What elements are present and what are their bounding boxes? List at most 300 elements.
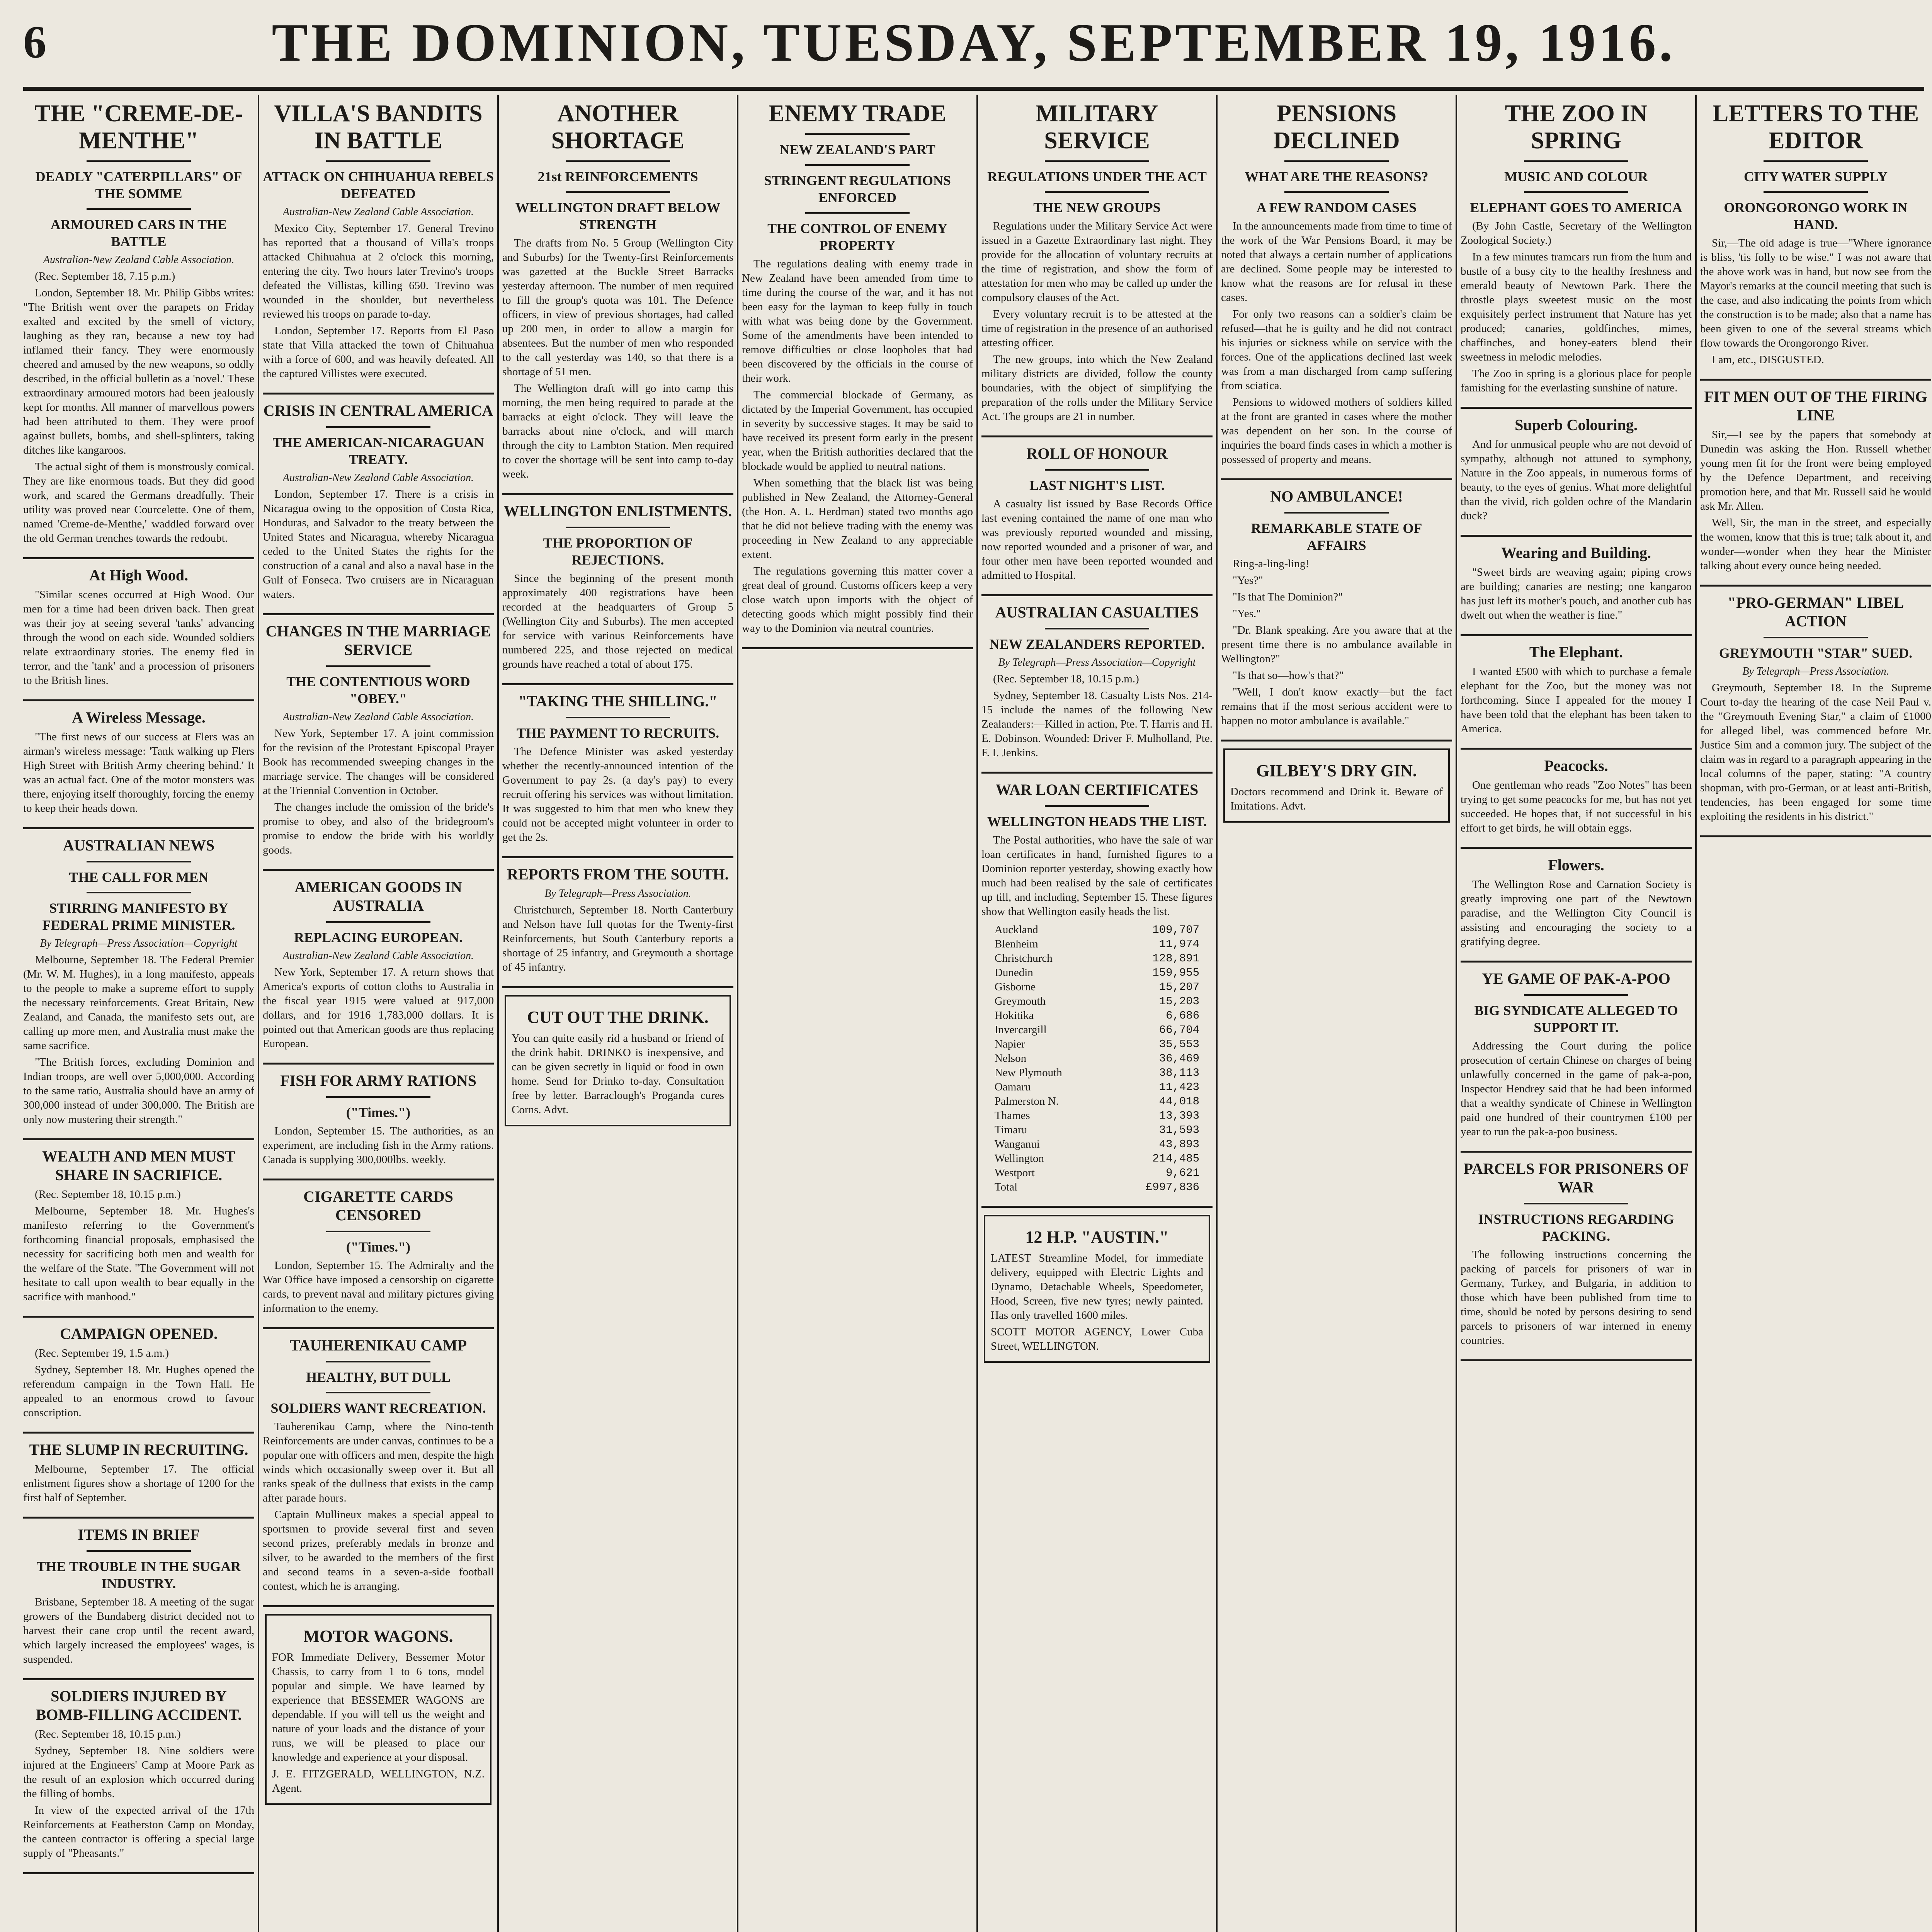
- article-paragraph: A casualty list issued by Base Records Office last evening contained the name of one man who was previously reported wounded and missing, now reported wounded and a prisoner of war, and four other men have been reported wounded and admitted to Hospital.: [981, 498, 1213, 582]
- article-divider: [1221, 740, 1452, 742]
- article-paragraph: Sydney, September 18. Mr. Hughes opened the referendum campaign in the Town Hall. He appealed to an enormous crowd to favour conscription.: [23, 1364, 254, 1419]
- table-cell-place: Blenheim: [994, 938, 1038, 950]
- article-paragraph: (Rec. September 18, 7.15 p.m.): [35, 270, 175, 282]
- article-paragraph: The new groups, into which the New Zealand military districts are divided, follow the county boundaries, with the object of simplifying the preparation of the rolls under the Military Service Act. The groups are 21 in number.: [981, 353, 1213, 423]
- article: [263, 401, 494, 602]
- article-headline: WAR LOAN CERTIFICATES: [995, 781, 1199, 798]
- newspaper-title: THE DOMINION, TUESDAY, SEPTEMBER 19, 1916.: [272, 13, 1676, 73]
- article-paragraph: London, September 17. Reports from El Paso state that Villa attacked the town of Chihuahua with a force of 600, and was heavily defeated. All the captured Villistes were executed.: [263, 325, 494, 380]
- article-paragraph: New York, September 17. A return shows that America's exports of cotton cloths to Australia in the fiscal year 1915 were valued at 917,000 dollars, and for 1916 1,783,000 dollars. It is pointed out that American goods are thus replacing European.: [263, 966, 494, 1050]
- article: [263, 1071, 494, 1167]
- article-divider: [981, 1206, 1213, 1208]
- article-paragraph: I am, etc., DISGUSTED.: [1712, 354, 1824, 366]
- article-headline: Flowers.: [1548, 856, 1604, 874]
- article-headline: "TAKING THE SHILLING.": [518, 692, 718, 710]
- article-headline: ANOTHER SHORTAGE: [551, 100, 685, 154]
- article-divider: [742, 647, 973, 649]
- table-row: [993, 1094, 1201, 1109]
- article-paragraph: Mexico City, September 17. General Trevino has reported that a thousand of Villa's troops attacked Chihuahua at 2 o'clock this morning, entering the city. Two hours later Trevino's troops defeated the Villistas, killing 650. Trevino was wounded in the shoulder, but nevertheless reviewed his troops on parade to-day.: [263, 222, 494, 320]
- article-subheadline: THE CONTROL OF ENEMY PROPERTY: [767, 221, 947, 253]
- column-7: [1461, 95, 1692, 1932]
- table-row: [993, 1023, 1201, 1037]
- article: [23, 1440, 254, 1505]
- rule: [87, 1550, 190, 1552]
- article-subheadline: THE PAYMENT TO RECRUITS.: [516, 725, 719, 741]
- article: [981, 444, 1213, 583]
- table-cell-amount: 13,393: [1159, 1109, 1200, 1122]
- table-row: [993, 1037, 1201, 1051]
- rule: [805, 212, 909, 214]
- column-rule: [737, 95, 738, 1932]
- rule: [566, 191, 670, 193]
- table-row: [993, 951, 1201, 966]
- table-cell-place: Invercargill: [994, 1024, 1047, 1036]
- article-headline: WELLINGTON ENLISTMENTS.: [503, 502, 732, 520]
- rule: [326, 160, 430, 162]
- article-paragraph: "Similar scenes occurred at High Wood. Our men for a time had been driven back. Then great was their joy at seeing several 'tanks' advancing through the wood on each side. Wounded soldiers relate extraordinary stories. The enemy fled in terror, and the 'tank' and a procession of prisoners to the British lines.: [23, 588, 254, 687]
- rule: [326, 1231, 430, 1232]
- article-subheadline: DEADLY "CATERPILLARS" OF THE SOMME: [35, 169, 242, 201]
- article-divider: [263, 1063, 494, 1065]
- table-cell-place: Hokitika: [994, 1009, 1034, 1022]
- article-subheadline: THE NEW GROUPS: [1033, 200, 1161, 215]
- table-row: [993, 1009, 1201, 1023]
- article-divider: [23, 1678, 254, 1680]
- article-divider: [1461, 535, 1692, 537]
- ad-headline: GILBEY'S DRY GIN.: [1256, 761, 1417, 780]
- article-credit: Australian-New Zealand Cable Association.: [282, 472, 474, 484]
- table-row: [993, 1123, 1201, 1137]
- table-row: [993, 966, 1201, 980]
- article-subheadline: ("Times."): [346, 1239, 411, 1255]
- article-subheadline: A FEW RANDOM CASES: [1256, 200, 1417, 215]
- article-divider: [23, 1138, 254, 1140]
- table-cell-place: Auckland: [994, 923, 1038, 936]
- article-paragraph: Doctors recommend and Drink it. Beware of Imitations. Advt.: [1230, 786, 1443, 812]
- table-cell-place: Napier: [994, 1038, 1025, 1050]
- article: [263, 100, 494, 381]
- article-headline: Peacocks.: [1544, 757, 1608, 774]
- article-paragraph: The drafts from No. 5 Group (Wellington City and Suburbs) for the Twenty-first Reinforcements was gazetted at the Buckle Street Barracks yesterday afternoon. The number of men required to fill the group's quota was 101. The Defence officers, in view of previous shortages, had called up 200 men, in order to allow a margin for absentees. But the number of men who responded to the call yesterday was 140, so that there is a shortage of 51 men.: [502, 237, 733, 378]
- table-cell-place: Gisborne: [994, 981, 1036, 993]
- column-2: [263, 95, 494, 1932]
- article-headline: FIT MEN OUT OF THE FIRING LINE: [1704, 388, 1927, 424]
- table-cell-amount: 11,974: [1159, 938, 1200, 951]
- article: [263, 1187, 494, 1316]
- article-paragraph: The Defence Minister was asked yesterday whether the recently-announced intention of the Government to pay 2s. (a day's pay) to every recruit offering his services was without limitation. It was suggested to him that men who knew they could not be accepted might volunteer in order to get the 2s.: [502, 745, 733, 844]
- rule: [1524, 1203, 1628, 1204]
- article-headline: FISH FOR ARMY RATIONS: [280, 1072, 476, 1089]
- article: [502, 692, 733, 845]
- rule: [326, 921, 430, 923]
- article: [263, 1336, 494, 1594]
- table-row: [993, 1166, 1201, 1180]
- article-paragraph: The Wellington Rose and Carnation Society is greatly improving one part of the Newtown paradise, and the Wellington City Council is assisting and encouraging the society to a gratifying degree.: [1461, 878, 1692, 948]
- table-cell-place: Wanganui: [994, 1138, 1040, 1150]
- table-cell-place: Westport: [994, 1167, 1035, 1179]
- article-subheadline: WELLINGTON DRAFT BELOW STRENGTH: [515, 200, 721, 232]
- column-6: [1221, 95, 1452, 1932]
- article: [1461, 1160, 1692, 1348]
- article-paragraph: When something that the black list was being published in New Zealand, the Attorney-General (the Hon. A. L. Herdman) stated two months ago that he did not believe trading with the enemy was proceeding in New Zealand to any appreciable extent.: [742, 477, 973, 561]
- rule: [1764, 637, 1867, 638]
- article-headline: "PRO-GERMAN" LIBEL ACTION: [1727, 594, 1904, 630]
- table-cell-place: Oamaru: [994, 1081, 1031, 1093]
- article: [981, 781, 1213, 1194]
- article-headline: THE SLUMP IN RECRUITING.: [29, 1441, 248, 1458]
- article-divider: [981, 435, 1213, 437]
- column-rule: [1216, 95, 1218, 1932]
- article-paragraph: "Sweet birds are weaving again; piping crows are building; canaries are nesting; one kangaroo has just left its mother's pouch, and another cub has dwelt out when the weather is fine.": [1461, 566, 1692, 621]
- article-headline: AUSTRALIAN NEWS: [63, 837, 215, 854]
- ad-headline: MOTOR WAGONS.: [303, 1627, 453, 1646]
- article-credit: By Telegraph—Press Association.: [1742, 665, 1889, 677]
- article-headline: ITEMS IN BRIEF: [78, 1526, 200, 1543]
- article-divider: [1461, 1359, 1692, 1361]
- totals-table: [993, 923, 1201, 1194]
- rule: [566, 717, 670, 718]
- column-1: [23, 95, 254, 1932]
- article-divider: [263, 1605, 494, 1607]
- article: [1461, 969, 1692, 1139]
- article-paragraph: "The first news of our success at Flers was an airman's wireless message: 'Tank walking up Flers High Street with British Army cheering behind.' It was an actual fact. One of the motor monsters was there, enjoying itself thoroughly, forcing the enemy to keep their heads down.: [23, 731, 254, 815]
- rule: [1045, 469, 1149, 471]
- article-divider: [981, 772, 1213, 774]
- article-paragraph: Greymouth, September 18. In the Supreme Court to-day the hearing of the case Neil Paul v. the "Greymouth Evening Star," a claim of £1000 for alleged libel, was commenced before Mr. Justice Sim and a common jury. The subject of the claim was in regard to a paragraph appearing in the local columns of the paper, stating: "A country shopman, with pro-German, or at least anti-British, tendencies, has been engaged for some time exploiting the residents in his district.": [1700, 682, 1931, 823]
- article-paragraph: Melbourne, September 17. The official enlistment figures show a shortage of 1200 for the first half of September.: [23, 1463, 254, 1504]
- article-divider: [1700, 835, 1931, 837]
- rule: [87, 208, 190, 210]
- article-subheadline: THE CALL FOR MEN: [69, 869, 209, 885]
- rule: [805, 133, 909, 135]
- article-headline: REPORTS FROM THE SOUTH.: [507, 866, 729, 883]
- article-paragraph: London, September 17. There is a crisis in Nicaragua owing to the opposition of Costa Rica, Honduras, and Salvador to the treaty between the United States and Nicaragua, whereby Nicaragua ceded to the United States the rights for the construction of a canal and also a naval base in the Gulf of Fonseca. Two cruisers are in Nicaraguan waters.: [263, 488, 494, 600]
- article: [263, 878, 494, 1051]
- article-paragraph: The Zoo in spring is a glorious place for people famishing for the everlasting sunshine of nature.: [1461, 367, 1692, 394]
- rule: [1284, 191, 1388, 193]
- table-cell-amount: 36,469: [1159, 1052, 1200, 1065]
- article-headline: AUSTRALIAN CASUALTIES: [995, 604, 1199, 621]
- article-subheadline: NEW ZEALANDERS REPORTED.: [989, 636, 1205, 652]
- article-credit: By Telegraph—Press Association—Copyright: [40, 937, 238, 949]
- article-divider: [23, 1872, 254, 1874]
- article-subheadline: SOLDIERS WANT RECREATION.: [270, 1400, 486, 1416]
- article-paragraph: "Yes?": [1233, 574, 1263, 587]
- article-paragraph: "Dr. Blank speaking. Are you aware that at the present time there is no ambulance available in Wellington?": [1221, 624, 1452, 665]
- article-subheadline: REGULATIONS UNDER THE ACT: [987, 169, 1207, 184]
- table-row: [993, 1151, 1201, 1166]
- rule: [87, 892, 190, 893]
- article-paragraph: For only two reasons can a soldier's claim be refused—that he is guilty and he did not contract his injuries or sickness while on service with the forces. One of the applications declined last week was from a man discharged from camp suffering from sciatica.: [1221, 308, 1452, 392]
- article-paragraph: "Yes.": [1233, 607, 1261, 620]
- article-headline: TAUHERENIKAU CAMP: [289, 1337, 467, 1354]
- rule: [1764, 160, 1867, 162]
- article-headline: A Wireless Message.: [72, 709, 206, 726]
- article: [502, 865, 733, 975]
- article-paragraph: Pensions to widowed mothers of soldiers killed at the front are granted in cases where the mother was dependent on her son. In the course of inquiries the board finds cases in which a mother is possessed of property and means.: [1221, 396, 1452, 466]
- article-divider: [263, 1179, 494, 1180]
- article-subheadline: THE TROUBLE IN THE SUGAR INDUSTRY.: [36, 1559, 241, 1591]
- article: [1700, 594, 1931, 824]
- column-rule: [1456, 95, 1457, 1932]
- advertisement: [1223, 748, 1450, 823]
- table-cell-amount: 128,891: [1152, 952, 1200, 965]
- rule: [1524, 191, 1628, 193]
- article-divider: [263, 613, 494, 615]
- article-subheadline: GREYMOUTH "STAR" SUED.: [1719, 645, 1913, 661]
- table-row: [993, 1180, 1201, 1194]
- article: [502, 100, 733, 481]
- article: [1700, 388, 1931, 573]
- article-subheadline: THE CONTENTIOUS WORD "OBEY.": [286, 674, 470, 706]
- article-divider: [502, 986, 733, 988]
- article-divider: [1461, 961, 1692, 963]
- column-5: [981, 95, 1213, 1932]
- article-subheadline: HEALTHY, BUT DULL: [306, 1369, 451, 1385]
- article-divider: [502, 493, 733, 495]
- column-4: [742, 95, 973, 1932]
- table-cell-amount: 43,893: [1159, 1138, 1200, 1151]
- article-divider: [23, 1316, 254, 1318]
- rule: [87, 160, 190, 162]
- article-paragraph: Tauherenikau Camp, where the Nino-tenth Reinforcements are under canvas, continues to be a popular one with officers and men, despite the high winds which occasionally sweep over it. But all ranks speak of the dullness that exists in the camp after parade hours.: [263, 1420, 494, 1504]
- article-divider: [1461, 1151, 1692, 1153]
- table-row: [993, 1051, 1201, 1066]
- table-cell-place: Palmerston N.: [994, 1095, 1059, 1107]
- table-row: [993, 1137, 1201, 1151]
- article-headline: THE "CREME-DE-MENTHE": [34, 100, 243, 154]
- advertisement: [984, 1215, 1210, 1363]
- article: [1221, 100, 1452, 467]
- article-divider: [1461, 634, 1692, 636]
- rule: [87, 861, 190, 862]
- rule: [1284, 512, 1388, 514]
- table-row: [993, 994, 1201, 1009]
- article-paragraph: Regulations under the Military Service Act were issued in a Gazette Extraordinary last night. They provide for the allocation of voluntary recruits at the time of registration, and show the form of attestation for men who may be called up under the compulsory clauses of the Act.: [981, 220, 1213, 304]
- page-number: 6: [23, 16, 46, 68]
- rule: [1045, 160, 1149, 162]
- article-credit: Australian-New Zealand Cable Association.: [43, 254, 235, 266]
- article-paragraph: In the announcements made from time to time of the work of the War Pensions Board, it may be noted that always a certain number of applications are declined. Some people may be interested to know what the reasons are for refusal in these cases.: [1221, 220, 1452, 304]
- article: [23, 1687, 254, 1861]
- rule: [326, 1096, 430, 1098]
- article-subheadline: INSTRUCTIONS REGARDING PACKING.: [1478, 1211, 1674, 1244]
- table-cell-place: Christchurch: [994, 952, 1053, 964]
- article-subheadline: BIG SYNDICATE ALLEGED TO SUPPORT IT.: [1474, 1003, 1678, 1035]
- article-subheadline: MUSIC AND COLOUR: [1504, 169, 1648, 184]
- ad-headline: 12 H.P. "AUSTIN.": [1025, 1228, 1169, 1247]
- article-divider: [23, 827, 254, 829]
- article: [1461, 856, 1692, 949]
- article-headline: LETTERS TO THE EDITOR: [1712, 100, 1919, 154]
- article-paragraph: SCOTT MOTOR AGENCY, Lower Cuba Street, WELLINGTON.: [991, 1326, 1203, 1352]
- article-paragraph: Captain Mullineux makes a special appeal to sportsmen to provide several first and seven second prizes, preferably medals in bronze and silver, to be awarded to the members of the first and second teams in a seven-a-side football contest, which he is arranging.: [263, 1509, 494, 1592]
- column-rule: [497, 95, 499, 1932]
- rule: [805, 164, 909, 166]
- rule: [1524, 994, 1628, 996]
- article-paragraph: "The British forces, excluding Dominion and Indian troops, are well over 5,000,000. According to the same ratio, Australia should have an army of 300,000 instead of under 300,000. The British are only now mustering their strength.": [23, 1056, 254, 1126]
- article-divider: [502, 856, 733, 858]
- table-cell-amount: 11,423: [1159, 1081, 1200, 1094]
- masthead-rule: [23, 87, 1924, 91]
- article-subheadline: 21st REINFORCEMENTS: [537, 169, 698, 184]
- column-rule: [258, 95, 259, 1932]
- article-paragraph: Melbourne, September 18. Mr. Hughes's manifesto referring to the Government's forthcoming financial proposals, emphasised the necessity for sacrificing both men and wealth for the welfare of the State. "The Government will not hesitate to call upon wealth to bear equally in the sacrifice with manhood.": [23, 1205, 254, 1303]
- article-headline: ROLL OF HONOUR: [1026, 445, 1168, 462]
- rule: [566, 527, 670, 528]
- article: [1461, 757, 1692, 835]
- article-paragraph: The regulations dealing with enemy trade in New Zealand have been amended from time to time during the course of the war, and it has not been easy for the layman to keep fully in touch with what was being done by the Government. Some of the amendments have been intended to remove difficulties or close loopholes that had been discovered by the officials in the course of their work.: [742, 258, 973, 384]
- ad-headline: CUT OUT THE DRINK.: [527, 1008, 709, 1027]
- article-paragraph: "Well, I don't know exactly—but the fact remains that if the most serious accident were to happen no motor ambulance is available.": [1221, 686, 1452, 727]
- article-paragraph: In view of the expected arrival of the 17th Reinforcements at Featherston Camp on Monday, the canteen contractor is offering a special large supply of "Pheasants.": [23, 1804, 254, 1859]
- masthead: [23, 8, 1924, 87]
- table-cell-place: New Plymouth: [994, 1066, 1062, 1079]
- article-headline: YE GAME OF PAK-A-POO: [1482, 970, 1670, 987]
- article-headline: At High Wood.: [89, 566, 188, 584]
- article-headline: CRISIS IN CENTRAL AMERICA: [263, 402, 493, 419]
- article-subheadline: WELLINGTON HEADS THE LIST.: [987, 814, 1207, 829]
- article: [1461, 416, 1692, 523]
- article: [1700, 100, 1931, 367]
- article-headline: NO AMBULANCE!: [1270, 488, 1403, 505]
- table-cell-place: Total: [994, 1181, 1018, 1193]
- article-headline: PARCELS FOR PRISONERS OF WAR: [1463, 1160, 1689, 1196]
- article-paragraph: London, September 18. Mr. Philip Gibbs writes: "The British went over the parapets on Friday exalted and excited by the smell of victory, laughing as they ran, because a new toy had inflamed their fancy. They were enormously cheered and amused by the new weapons, so oddly described, in the official bulletin as a 'novel.' These extraordinary armoured motors had been jealously kept for months. All manner of marvellous powers had been attributed to them. They were proof against bullets, bombs, and shell-splinters, taking ditches like kangaroos.: [23, 287, 254, 456]
- article: [23, 566, 254, 688]
- table-cell-amount: 15,203: [1159, 995, 1200, 1008]
- article-divider: [263, 1327, 494, 1329]
- rule: [326, 426, 430, 428]
- article-subheadline: STIRRING MANIFESTO BY FEDERAL PRIME MINISTER.: [42, 900, 235, 933]
- table-cell-place: Greymouth: [994, 995, 1046, 1007]
- article-divider: [23, 557, 254, 559]
- article-divider: [981, 594, 1213, 596]
- article-paragraph: FOR Immediate Delivery, Bessemer Motor Chassis, to carry from 1 to 6 tons, model popular and simple. We have learned by experience that BESSEMER WAGONS are dependable. If you will tell us the weight and nature of your loads and the distance of your runs, we will be pleased to place our knowledge and experience at your disposal.: [272, 1651, 485, 1764]
- article-paragraph: Sir,—I see by the papers that somebody at Dunedin was asking the Hon. Russell whether young men fit for the front were being employed by the Defence Department, and receiving promotion here, and that Mr. Russell said he would ask Mr. Allen.: [1700, 429, 1931, 512]
- rule: [1045, 628, 1149, 629]
- article-subheadline: NEW ZEALAND'S PART: [779, 142, 935, 157]
- advertisement: [265, 1614, 492, 1805]
- article: [1221, 487, 1452, 728]
- article-paragraph: The regulations governing this matter cover a great deal of ground. Customs officers keep a very close watch upon imports with the object of detecting goods which might possibly find their way to the Dominion via neutral countries.: [742, 565, 973, 634]
- article: [23, 708, 254, 816]
- article-subheadline: ORONGORONGO WORK IN HAND.: [1724, 200, 1908, 232]
- table-row: [993, 1080, 1201, 1094]
- article-headline: AMERICAN GOODS IN AUSTRALIA: [294, 878, 462, 914]
- article-subheadline: REPLACING EUROPEAN.: [294, 930, 463, 945]
- article-headline: Superb Colouring.: [1515, 416, 1638, 434]
- article: [1461, 100, 1692, 395]
- rule: [1764, 191, 1867, 193]
- article-paragraph: Sydney, September 18. Nine soldiers were injured at the Engineers' Camp at Moore Park as the result of an explosion which occurred during the filling of bombs.: [23, 1745, 254, 1800]
- article-headline: WEALTH AND MEN MUST SHARE IN SACRIFICE.: [42, 1148, 235, 1184]
- rule: [326, 1392, 430, 1393]
- article-credit: Australian-New Zealand Cable Association.: [282, 711, 474, 723]
- article-headline: Wearing and Building.: [1501, 544, 1651, 561]
- article-subheadline: ARMOURED CARS IN THE BATTLE: [50, 217, 227, 249]
- article-divider: [1461, 748, 1692, 750]
- article-subheadline: ELEPHANT GOES TO AMERICA: [1470, 200, 1682, 215]
- rule: [1524, 160, 1628, 162]
- advertisement: [505, 995, 731, 1126]
- article-divider: [1700, 585, 1931, 587]
- article: [23, 1526, 254, 1667]
- article-divider: [23, 1517, 254, 1519]
- article-divider: [263, 393, 494, 395]
- article-paragraph: LATEST Streamline Model, for immediate delivery, equipped with Electric Lights and Dynamo, Detachable Wheels, Speedometer, Hood, Screen, five new tyres; newly painted. Has only travelled 1600 miles.: [991, 1252, 1203, 1321]
- article-subheadline: CITY WATER SUPPLY: [1743, 169, 1888, 184]
- rule: [326, 665, 430, 667]
- article: [981, 603, 1213, 760]
- article-credit: Australian-New Zealand Cable Association.: [282, 206, 474, 218]
- article-paragraph: (Rec. September 18, 10.15 p.m.): [993, 673, 1139, 685]
- table-cell-place: Dunedin: [994, 966, 1033, 979]
- article-divider: [502, 683, 733, 685]
- article-paragraph: Since the beginning of the present month approximately 400 registrations have been recorded at the headquarters of Group 5 (Wellington City and Suburbs). The men accepted for service with various Reinforcements have numbered 225, and those rejected on medical grounds have reached a total of about 175.: [502, 572, 733, 670]
- article-subheadline: STRINGENT REGULATIONS ENFORCED: [764, 173, 951, 205]
- article-paragraph: I wanted £500 with which to purchase a female elephant for the Zoo, but the money was not forthcoming. Since I appealed for the money I have been told that the elephant has been taken to America.: [1461, 665, 1692, 735]
- article-paragraph: The changes include the omission of the bride's promise to obey, and also of the bridegroom's promise to endow the bride with his worldly goods.: [263, 801, 494, 856]
- article: [23, 1147, 254, 1304]
- article-paragraph: The Postal authorities, who have the sale of war loan certificates in hand, furnished figures to a Dominion reporter yesterday, showing exactly how much had been realised by the sale of certificates up till, and including, September 15. These figures show that Wellington easily heads the list.: [981, 834, 1213, 918]
- article-headline: CHANGES IN THE MARRIAGE SERVICE: [265, 622, 491, 658]
- article-divider: [263, 869, 494, 871]
- newspaper-columns: [23, 95, 1931, 1932]
- article-paragraph: London, September 15. The Admiralty and the War Office have imposed a censorship on cigarette cards, to prevent naval and military pictures giving information to the enemy.: [263, 1259, 494, 1315]
- article: [23, 100, 254, 546]
- article-subheadline: ("Times."): [346, 1105, 411, 1120]
- article-divider: [23, 1432, 254, 1434]
- article-headline: MILITARY SERVICE: [1036, 100, 1158, 154]
- article-headline: ENEMY TRADE: [769, 100, 946, 127]
- article-paragraph: And for unmusical people who are not devoid of sympathy, although not attuned to symphony, Nature in the Zoo appeals, in numerous forms of beauty, to the eyes of genius. What more delightful than the vivid, rich golden ochre of the Mandarin duck?: [1461, 438, 1692, 522]
- column-8: [1700, 95, 1931, 1932]
- article-paragraph: Christchurch, September 18. North Canterbury and Nelson have full quotas for the Twenty-first Reinforcements, but South Canterbury reports a shortage of 25 infantry, and Greymouth a shortage of 45 infantry.: [502, 904, 733, 973]
- table-row: [993, 923, 1201, 937]
- article-subheadline: ATTACK ON CHIHUAHUA REBELS DEFEATED: [263, 169, 494, 201]
- article-paragraph: The following instructions concerning the packing of parcels for prisoners of war in Germany, Turkey, and Bulgaria, in addition to those which have been published from time to time, should be noted by persons desiring to send parcels to prisoners of war interned in enemy countries.: [1461, 1248, 1692, 1347]
- article-credit: By Telegraph—Press Association—Copyright: [998, 656, 1196, 668]
- article-headline: SOLDIERS INJURED BY BOMB-FILLING ACCIDENT.: [36, 1687, 242, 1723]
- article-paragraph: You can quite easily rid a husband or friend of the drink habit. DRINKO is inexpensive, and can be given secretly in liquid or food in own home. Send for Drinko to-day. Consultation free by letter. Barraclough's Proganda cures Corns. Advt.: [512, 1032, 724, 1116]
- article-paragraph: "Is that so—how's that?": [1233, 669, 1344, 682]
- article-divider: [1461, 847, 1692, 849]
- article: [23, 1325, 254, 1420]
- article: [1461, 544, 1692, 622]
- article-paragraph: The actual sight of them is monstrously comical. They are like enormous toads. But they did good work, and scared the Germans dreadfully. Their utility was proved near Courcelette. One of them, named 'Creme-de-Menthe,' waddled forward over the old German trenches towards the redoubt.: [23, 461, 254, 544]
- article-paragraph: Melbourne, September 18. The Federal Premier (Mr. W. M. Hughes), in a long manifesto, appeals to the people to make a supreme effort to supply the necessary reinforcements. Great Britain, New Zealand, and Canada, the manifesto sets out, are calling up more men, and Australia must make the same sacrifice.: [23, 954, 254, 1052]
- article-headline: CIGARETTE CARDS CENSORED: [303, 1188, 453, 1224]
- table-cell-amount: 44,018: [1159, 1095, 1200, 1108]
- article-paragraph: Well, Sir, the man in the street, and especially the women, know that this is true; talk about it, and wonder—wonder when they hear the Minister talking about every ounce being needed.: [1700, 517, 1931, 572]
- article-paragraph: (By John Castle, Secretary of the Wellington Zoological Society.): [1461, 220, 1692, 247]
- article-subheadline: THE PROPORTION OF REJECTIONS.: [543, 535, 693, 568]
- column-rule: [976, 95, 978, 1932]
- article-headline: The Elephant.: [1529, 643, 1623, 661]
- article: [23, 836, 254, 1127]
- table-cell-amount: 35,553: [1159, 1038, 1200, 1051]
- article-paragraph: "Is that The Dominion?": [1233, 591, 1343, 603]
- article-divider: [1700, 379, 1931, 381]
- article-divider: [1221, 478, 1452, 480]
- table-cell-amount: 109,707: [1152, 923, 1200, 936]
- table-row: [993, 1066, 1201, 1080]
- article-paragraph: The commercial blockade of Germany, as dictated by the Imperial Government, has occupied in severity by successive stages. It may be said to have received its present form early in the present year, when the British authorities declared that the blockade would be applied to neutral nations.: [742, 389, 973, 473]
- rule: [1284, 160, 1388, 162]
- article: [263, 622, 494, 857]
- article-headline: VILLA'S BANDITS IN BATTLE: [274, 100, 483, 154]
